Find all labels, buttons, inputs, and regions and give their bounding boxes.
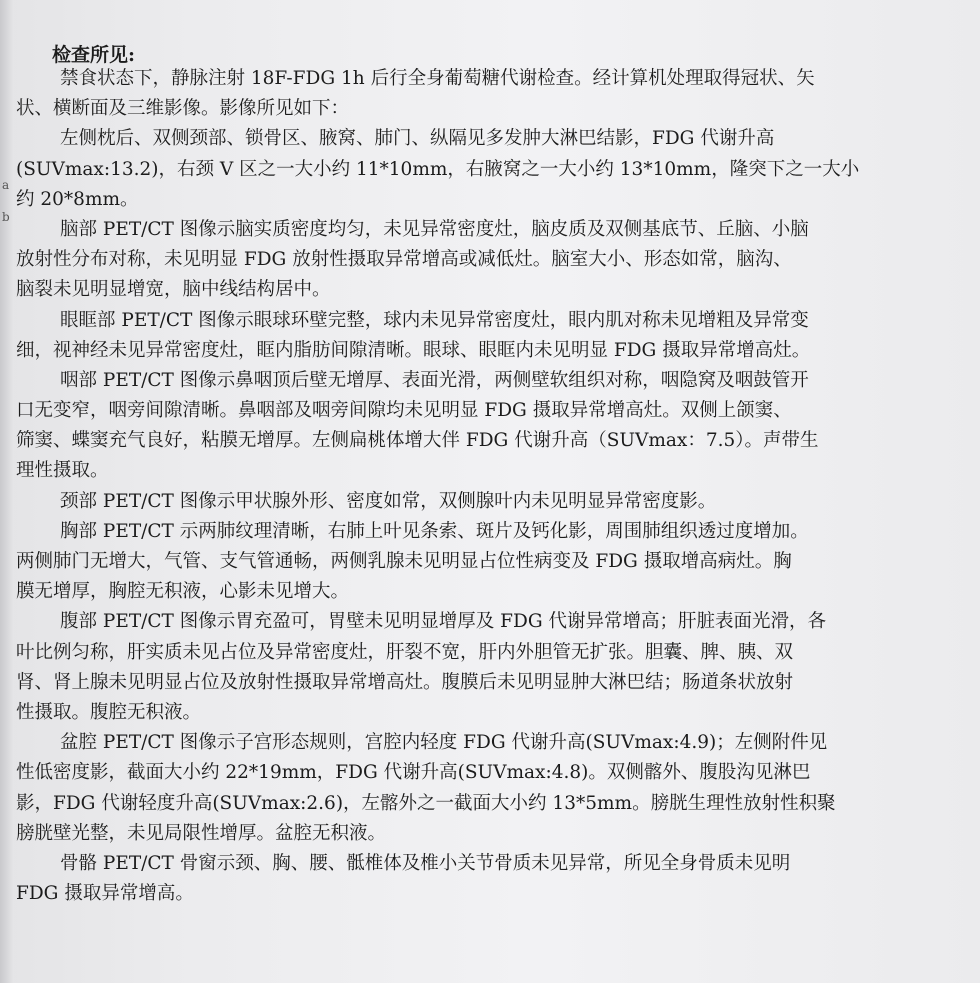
paragraph-line: 性摄取。腹腔无积液。 xyxy=(16,701,202,723)
findings-paragraph xyxy=(16,517,976,608)
paragraph-line: 影，FDG 代谢轻度升高(SUVmax:2.6)，左髂外之一截面大小约 13*5mm。膀胱生理性放射性积聚 xyxy=(16,792,836,814)
paragraph-line: 左侧枕后、双侧颈部、锁骨区、腋窝、肺门、纵隔见多发肿大淋巴结影，FDG 代谢升高 xyxy=(60,128,775,150)
findings-paragraph xyxy=(16,64,976,124)
paragraph-line: 两侧肺门无增大，气管、支气管通畅，两侧乳腺未见明显占位性病变及 FDG 摄取增高病灶。胸 xyxy=(16,551,792,572)
edge-mark: a xyxy=(2,178,10,192)
findings-paragraph xyxy=(16,215,976,306)
paragraph-line: 放射性分布对称，未见明显 FDG 放射性摄取异常增高或减低灶。脑室大小、形态如常，脑沟、 xyxy=(16,249,792,271)
report-body xyxy=(16,40,976,909)
paragraph-line: 叶比例匀称，肝实质未见占位及异常密度灶，肝裂不宽，肝内外胆管无扩张。胆囊、脾、胰、双 xyxy=(16,641,794,663)
paragraph-line: 膜无增厚，胸腔无积液，心影未见增大。 xyxy=(16,581,350,603)
findings-paragraph xyxy=(16,849,976,909)
paragraph-line: 盆腔 PET/CT 图像示子宫形态规则，宫腔内轻度 FDG 代谢升高(SUVmax:4.9)；左侧附件见 xyxy=(60,732,828,754)
page-binding-shadow xyxy=(0,0,14,983)
paragraph-line: 筛窦、蝶窦充气良好，粘膜无增厚。左侧扁桃体增大伴 FDG 代谢升高（SUVmax：7.5）。声带生 xyxy=(16,430,819,452)
paragraph-line: 骨骼 PET/CT 骨窗示颈、胸、腰、骶椎体及椎小关节骨质未见异常，所见全身骨质未见明 xyxy=(60,852,791,874)
paragraph-line: 约 20*8mm。 xyxy=(16,188,139,210)
findings-paragraph xyxy=(16,607,976,728)
findings-paragraph xyxy=(16,728,976,849)
paragraph-line: 肾、肾上腺未见明显占位及放射性摄取异常增高灶。腹膜后未见明显肿大淋巴结；肠道条状放射 xyxy=(16,671,794,693)
paragraph-line: (SUVmax:13.2)，右颈 V 区之一大小约 11*10mm，右腋窝之一大小约 13*10mm，隆突下之一大小 xyxy=(16,158,860,180)
findings-paragraph xyxy=(16,306,976,366)
paragraph-line: 胸部 PET/CT 示两肺纹理清晰，右肺上叶见条索、斑片及钙化影，周围肺组织透过度增加。 xyxy=(60,520,809,542)
paragraph-line: 脑部 PET/CT 图像示脑实质密度均匀，未见异常密度灶，脑皮质及双侧基底节、丘脑、小脑 xyxy=(60,218,809,240)
findings-paragraph xyxy=(16,124,976,215)
findings-paragraphs xyxy=(16,64,976,909)
paragraph-line: 细，视神经未见异常密度灶，眶内脂肪间隙清晰。眼球、眼眶内未见明显 FDG 摄取异常增高灶。 xyxy=(16,339,811,361)
paragraph-line: 腹部 PET/CT 图像示胃充盈可，胃壁未见明显增厚及 FDG 代谢异常增高；肝脏表面光滑，各 xyxy=(60,611,826,633)
paragraph-line: 咽部 PET/CT 图像示鼻咽顶后壁无增厚、表面光滑，两侧壁软组织对称，咽隐窝及咽鼓管开 xyxy=(60,369,809,391)
findings-paragraph xyxy=(16,487,976,517)
paragraph-line: 禁食状态下，静脉注射 18F-FDG 1h 后行全身葡萄糖代谢检查。经计算机处理取得冠状、矢 xyxy=(60,68,815,89)
paragraph-line: 眼眶部 PET/CT 图像示眼球环壁完整，球内未见异常密度灶，眼内肌对称未见增粗及异常变 xyxy=(60,309,809,331)
paragraph-line: 性低密度影，截面大小约 22*19mm，FDG 代谢升高(SUVmax:4.8)。双侧髂外、腹股沟见淋巴 xyxy=(16,762,811,784)
edge-mark: b xyxy=(2,210,10,224)
paragraph-line: 膀胱壁光整，未见局限性增厚。盆腔无积液。 xyxy=(16,822,387,844)
paragraph-line: 口无变窄，咽旁间隙清晰。鼻咽部及咽旁间隙均未见明显 FDG 摄取异常增高灶。双侧上颌窦、 xyxy=(16,400,792,422)
paragraph-line: 颈部 PET/CT 图像示甲状腺外形、密度如常，双侧腺叶内未见明显异常密度影。 xyxy=(60,490,717,512)
findings-paragraph xyxy=(16,366,976,487)
paragraph-line: FDG 摄取异常增高。 xyxy=(16,883,194,905)
paragraph-line: 状、横断面及三维影像。影像所见如下： xyxy=(16,98,350,120)
paragraph-line: 脑裂未见明显增宽，脑中线结构居中。 xyxy=(16,279,331,301)
paragraph-line: 理性摄取。 xyxy=(16,460,109,482)
findings-heading: 检查所见: xyxy=(52,44,136,66)
